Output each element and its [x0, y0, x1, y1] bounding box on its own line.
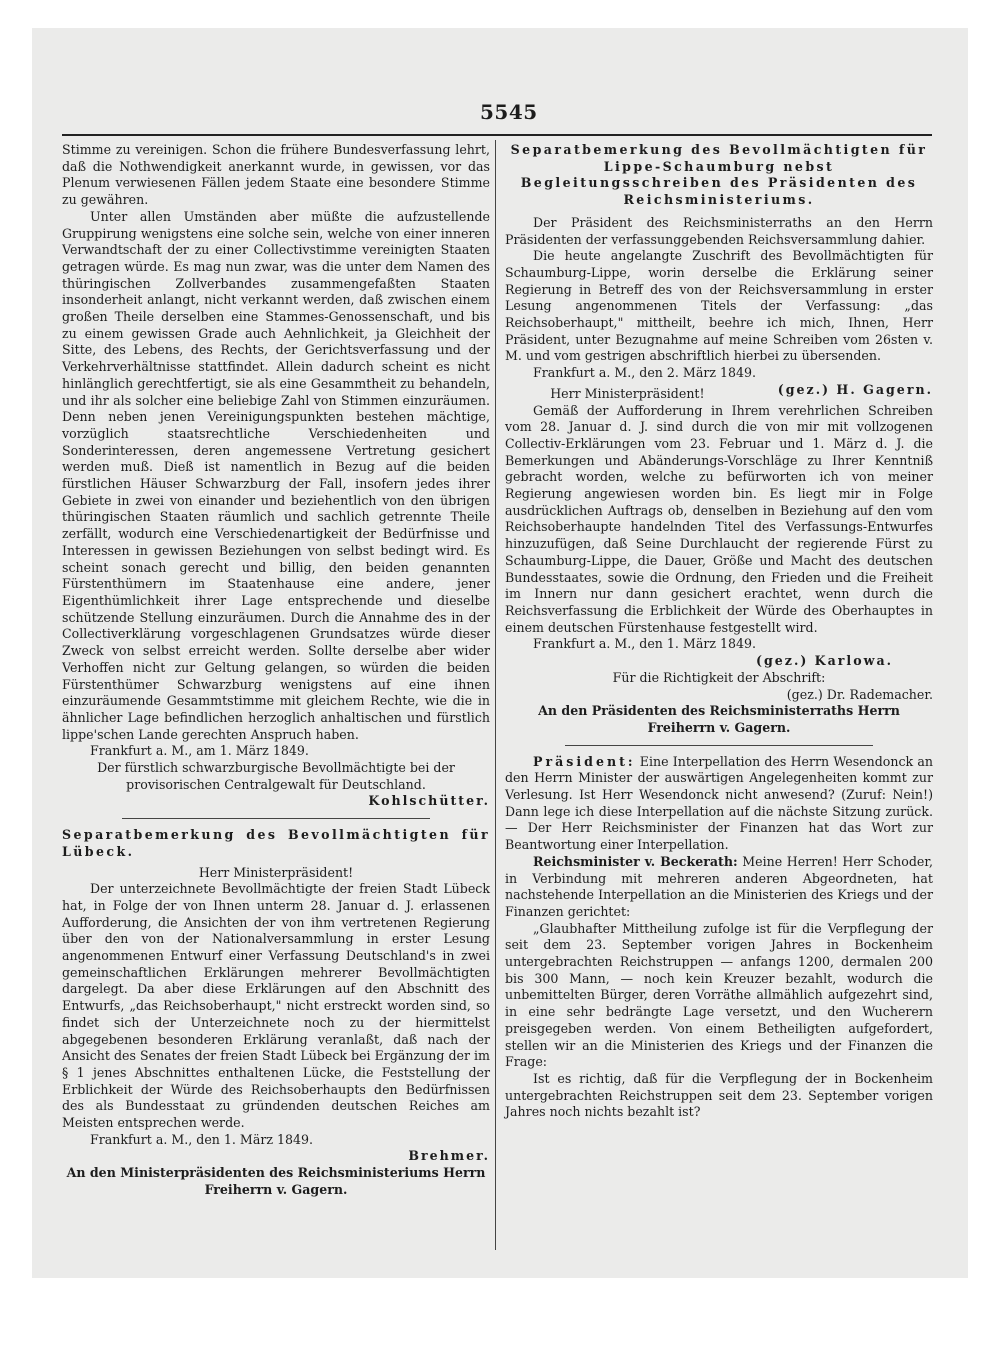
salutation: Herr Ministerpräsident!: [198, 864, 354, 880]
section-rule: [122, 818, 430, 819]
page-number: 5545: [480, 100, 538, 124]
paragraph: [505, 854, 933, 921]
paragraph: Unter allen Umständen aber müßte die aufzustellende Gruppirung wenigstens eine solche sein, welche von einer inneren Verwandtschaft der zu einer Collectivstimme vereinigten Staaten getragen würde. Es mag nun zwar, was die unter dem Namen des thüringischen Zollverbandes zusammengefaßten Staaten insonderheit anlangt, nicht verkannt werden, daß zwischen einem großen Theile derselben eine Stammes-Genossenschaft, und bis zu einem gewissen Grade auch Aehnlichkeit, ja Gleichheit der Sitte, des Lebens, des Rechts, der Gerichtsverfassung und der Verkehrverhältnisse stattfindet. Allein dadurch scheint es nicht hinlänglich gerechtfertigt, sie als eine Gesammtheit zu behandeln, und ihr als solcher eine beliebige Zahl von Stimmen einzuräumen. Denn neben jenen Vereinigungspunkten bestehen mächtige, vorzüglich staatsrechtliche Verschiedenheiten und Sonderinteressen, deren angemessene Vertretung gesichert werden muß. Dieß ist namentlich in Bezug auf die beiden fürstlichen Häuser Schwarzburg der Fall, insofern jedes ihrer Gebiete in zwei von einander und beziehentlich von den übrigen thüringischen Staaten räumlich und sachlich getrennte Theile zerfällt, wodurch eine Verschiedenartigkeit der Bedürfnisse und Interessen in gewissen Beziehungen von selbst bedingt wird. Es scheint sonach gerecht und billig, den beiden genannten Fürstenthümern im Staatenhause eine andere, jener Eigenthümlichkeit ihrer Lage entsprechende und dieselbe schützende Stellung einzuräumen. Durch die Annahme des in der Collectiverklärung vorgeschlagenen Grundsatzes würde dieser Zweck von selbst erreicht werden. Sollte derselbe aber wider Verhoffen nicht zur Geltung gelangen, so würden die beiden Fürstenthümer Schwarzburg wenigstens auf eine ihnen einzuräumende Gesammtstimme mit gleichem Rechte, wie die in ähnlicher Lage befindlichen herzoglich anhaltischen und fürstlich lippe'schen Lande gerechten Anspruch haben.: [62, 208, 490, 742]
paragraph: Der Präsident des Reichsministerraths an den Herrn Präsidenten der verfassunggebenden Reichsversammlung dahier.: [505, 214, 933, 247]
addressee: An den Ministerpräsidenten des Reichsministeriums Herrn Freiherrn v. Gagern.: [66, 1165, 486, 1197]
copy-note: Für die Richtigkeit der Abschrift:: [612, 669, 826, 685]
signature: (gez.) Dr. Rademacher.: [786, 686, 933, 702]
signature: (gez.) H. Gagern.: [777, 381, 933, 397]
signatory-name: Kohlschütter.: [368, 793, 490, 809]
date-line: Frankfurt a. M., den 1. März 1849.: [90, 1131, 314, 1147]
quoted-paragraph: „Glaubhafter Mittheilung zufolge ist für die Verpflegung der seit dem 23. September vorigen Jahres in Bockenheim untergebrachten Reichstruppen — anfangs 1200, dermalen 200 bis 300 Mann, — noch kein Kreuzer bezahlt, wodurch die unbemittelten Bürger, deren Vorräthe allmählich aufgezehrt sind, in eine sehr bedrängte Lage versetzt, und den Wucherern preisgegeben werden. Von einem Betheiligten aufgefordert, stellen wir an die Ministerien des Kriegs und der Finanzen die Frage:: [505, 920, 933, 1070]
column-divider: [495, 140, 496, 1250]
speaker-name: Präsident:: [533, 753, 636, 769]
speech-text: Eine Interpellation des Herrn Wesendonck an den Herrn Minister der auswärtigen Angelegenheiten kommt zur Verlesung. Ist Herr Wesendonck nicht anwesend? (Zuruf: Nein!) Dann lege ich diese Interpellation auf die nächste Sitzung zurück. — Der Herr Reichsminister der Finanzen hat das Wort zur Beantwortung einer Interpellation.: [505, 753, 933, 853]
speaker-name: Reichsminister v. Beckerath:: [533, 853, 738, 869]
section-heading: Separatbemerkung des Bevollmächtigten für Lübeck.: [62, 827, 490, 859]
speech-text: Meine Herren! Herr Schoder, in Verbindung mit mehreren anderen Abgeordneten, hat nachstehende Interpellation an die Ministerien des Kriegs und der Finanzen gerichtet:: [505, 853, 933, 919]
section-heading: Separatbemerkung des Bevollmächtigten für Lippe-Schaumburg nebst Begleitungsschreiben des Präsidenten des Reichsministeriums.: [510, 142, 928, 208]
signatory-name: Brehmer.: [408, 1148, 490, 1164]
paragraph: Stimme zu vereinigen. Schon die frühere Bundesverfassung lehrt, daß die Nothwendigkeit anerkannt wurde, in gewissen, vor das Plenum verwiesenen Fällen jedem Staate eine besondere Stimme zu gewähren.: [62, 142, 490, 208]
header-rule: [62, 134, 932, 136]
paragraph: Gemäß der Aufforderung in Ihrem verehrlichen Schreiben vom 28. Januar d. J. sind durch die von mir mit vollzogenen Collectiv-Erklärungen vom 23. Februar und 1. März d. J. die Bemerkungen und Abänderungs-Vorschläge zu Ihrer Kenntniß gebracht worden, welche zu befürworten ich von meiner Regierung angewiesen worden bin. Es liegt mir in Folge ausdrücklichen Auftrags ob, denselben in Beziehung auf den vom Reichsoberhaupte handelnden Titel des Verfassungs-Entwurfes hinzuzufügen, daß Seine Durchlaucht der regierende Fürst zu Schaumburg-Lippe, die Dauer, Größe und Macht des deutschen Bundesstaates, sowie die Ordnung, den Frieden und die Freiheit im Innern nur dann gesichert erachtet, wenn durch die Reichsverfassung die Erblichkeit der Würde des Oberhauptes in einem deutschen Fürstenhause festgestellt wird.: [505, 402, 933, 635]
date-text: Frankfurt a. M., den 2. März 1849.: [533, 365, 757, 381]
date-line: Frankfurt a. M., den 1. März 1849.: [533, 636, 757, 652]
right-column: [505, 142, 933, 1121]
paragraph: Die heute angelangte Zuschrift des Bevollmächtigten für Schaumburg-Lippe, worin derselbe die Erklärung seiner Regierung in Betreff des von der Reichsversammlung in erster Lesung angenommenen Titels der Verfassung: „das Reichsoberhaupt," mittheilt, beehre ich mich, Ihnen, Herr Präsident, unter Bezugnahme auf meine Schreiben vom 26sten v. M. und vom gestrigen abschriftlich hierbei zu übersenden.: [505, 248, 933, 364]
signatory-title: Der fürstlich schwarzburgische Bevollmächtigte bei der provisorischen Centralgewalt für Deutschland.: [97, 760, 455, 792]
addressee: An den Präsidenten des Reichsministerraths Herrn Freiherrn v. Gagern.: [538, 703, 900, 735]
date-line: Frankfurt a. M., am 1. März 1849.: [90, 743, 309, 759]
section-rule: [565, 745, 873, 746]
left-column: [62, 142, 490, 1199]
salutation: Herr Ministerpräsident!: [550, 385, 705, 401]
signature: (gez.) Karlowa.: [756, 653, 893, 669]
quoted-paragraph: Ist es richtig, daß für die Verpflegung der in Bockenheim untergebrachten Reichstruppen seit dem 23. September vorigen Jahres noch nichts bezahlt ist?: [505, 1070, 933, 1120]
paragraph: [505, 754, 933, 854]
paragraph: Der unterzeichnete Bevollmächtigte der freien Stadt Lübeck hat, in Folge der von Ihnen unterm 28. Januar d. J. erlassenen Aufforderung, die Ansichten der von ihm vertretenen Regierung über den von der Nationalversammlung in erster Lesung angenommenen Entwurf einer Verfassung Deutschland's in zwei gemeinschaftlichen Erklärungen mehrerer Bevollmächtigten dargelegt. Da aber diese Erklärungen auf den Abschnitt des Entwurfs, „das Reichsoberhaupt," nicht erstreckt worden sind, so findet sich der Unterzeichnete noch zu der hiermittelst abgegebenen besonderen Erklärung veranlaßt, daß nach der Ansicht des Senates der freien Stadt Lübeck bei Ergänzung der im § 1 jenes Abschnittes enthaltenen Lücke, die Feststellung der Erblichkeit der Würde des Reichsoberhaupts den Bedürfnissen des als Bundesstaat zu gründenden deutschen Reiches am Meisten entsprechen werde.: [62, 881, 490, 1131]
